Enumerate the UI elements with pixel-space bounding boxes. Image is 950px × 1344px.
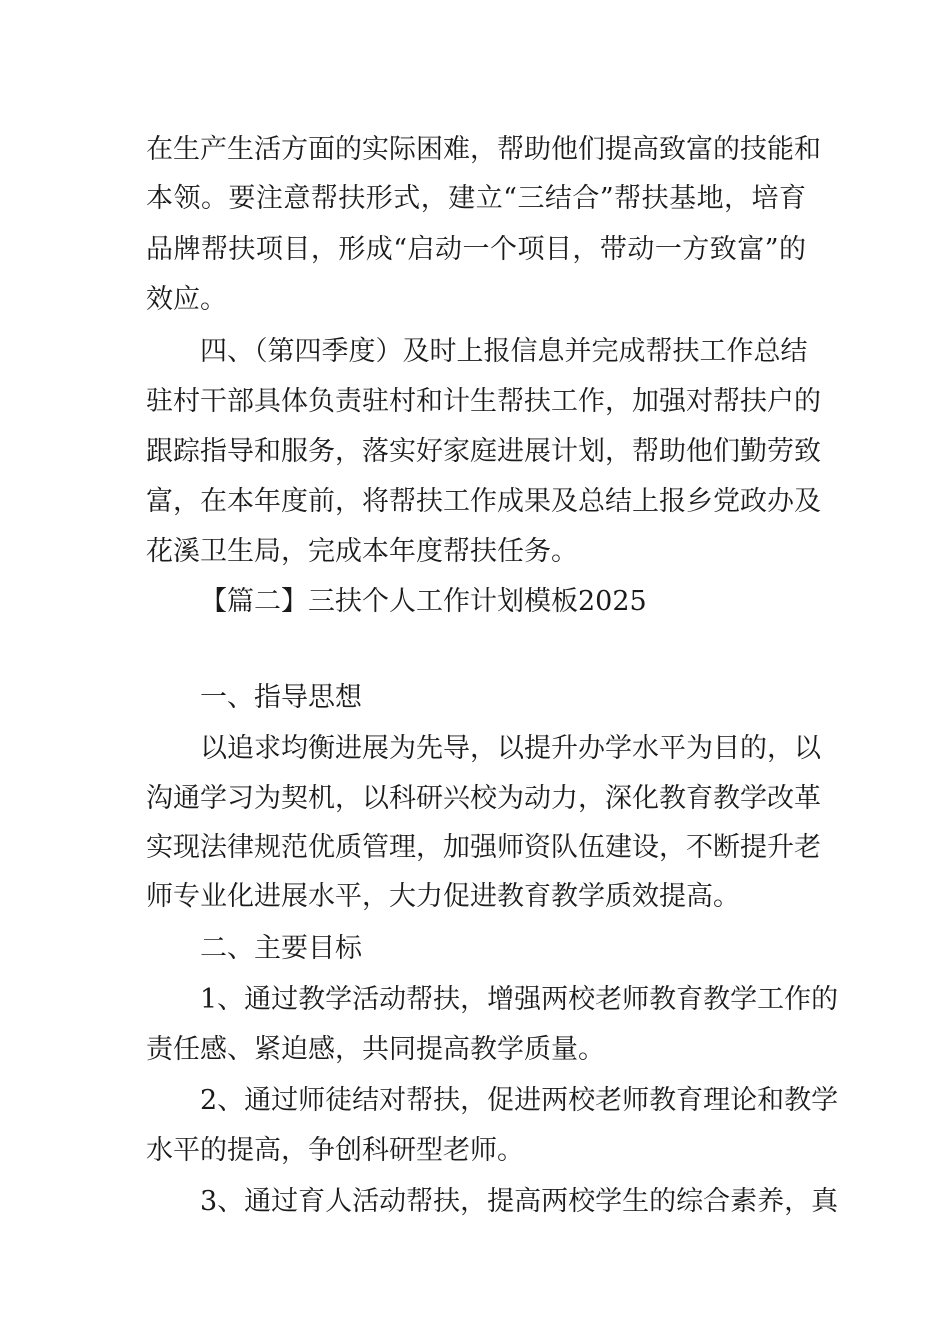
paragraph-line: 富，在本年度前，将帮扶工作成果及总结上报乡党政办及 [146, 486, 821, 517]
paragraph-line: 本领。要注意帮扶形式，建立“三结合”帮扶基地，培育 [146, 183, 806, 214]
section-heading: 四、（第四季度）及时上报信息并完成帮扶工作总结 [200, 336, 808, 367]
list-item-line: 水平的提高，争创科研型老师。 [146, 1135, 524, 1166]
paragraph-line: 跟踪指导和服务，落实好家庭进展计划，帮助他们勤劳致 [146, 436, 821, 467]
paragraph-line: 效应。 [146, 284, 227, 315]
list-item-line: 2、通过师徒结对帮扶，促进两校老师教育理论和教学 [200, 1085, 839, 1116]
article-title: 【篇二】三扶个人工作计划模板2025 [200, 586, 647, 617]
list-item-line: 3、通过育人活动帮扶，提高两校学生的综合素养，真 [200, 1186, 839, 1217]
paragraph-line: 花溪卫生局，完成本年度帮扶任务。 [146, 536, 578, 567]
list-item-line: 责任感、紧迫感，共同提高教学质量。 [146, 1034, 605, 1065]
paragraph-line: 实现法律规范优质管理，加强师资队伍建设，不断提升老 [146, 832, 821, 863]
paragraph-line: 师专业化进展水平，大力促进教育教学质效提高。 [146, 881, 740, 912]
paragraph-line: 沟通学习为契机，以科研兴校为动力，深化教育教学改革 [146, 783, 821, 814]
paragraph-line: 在生产生活方面的实际困难，帮助他们提高致富的技能和 [146, 134, 821, 165]
paragraph-line: 品牌帮扶项目，形成“启动一个项目，带动一方致富”的 [146, 234, 806, 265]
section-heading: 二、主要目标 [200, 933, 362, 964]
list-item-line: 1、通过教学活动帮扶，增强两校老师教育教学工作的 [200, 984, 839, 1015]
paragraph-line: 以追求均衡进展为先导，以提升办学水平为目的，以 [200, 733, 821, 764]
paragraph-line: 驻村干部具体负责驻村和计生帮扶工作，加强对帮扶户的 [146, 386, 821, 417]
section-heading: 一、指导思想 [200, 682, 362, 713]
